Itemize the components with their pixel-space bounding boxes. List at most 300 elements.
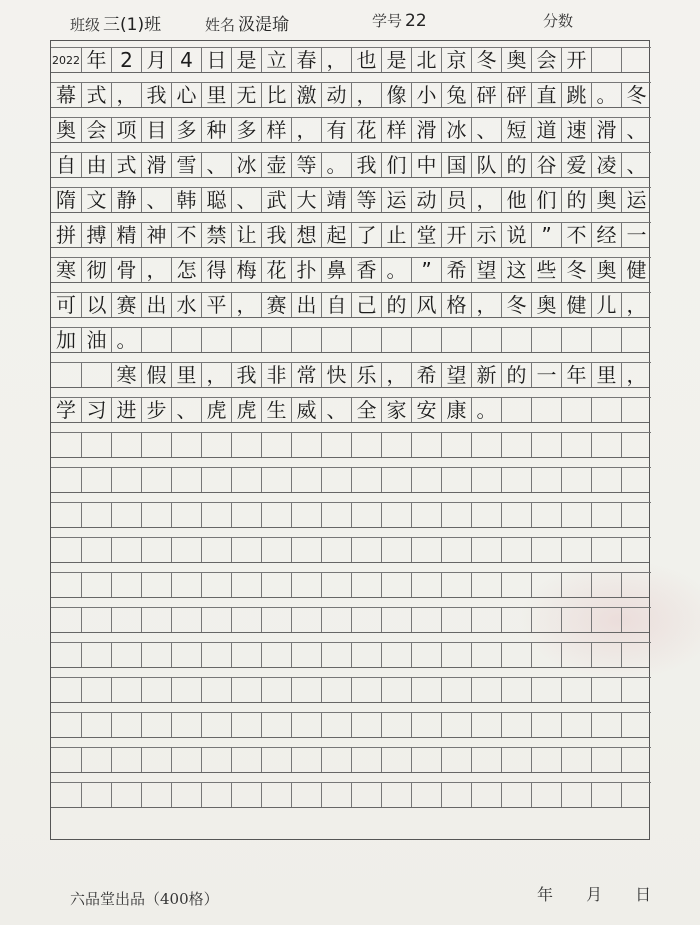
grid-cell — [261, 537, 291, 562]
grid-cell: 静 — [111, 187, 141, 212]
grid-cell — [291, 537, 321, 562]
grid-cell: 起 — [321, 222, 351, 247]
grid-row — [51, 397, 649, 422]
grid-cell: 这 — [501, 257, 531, 282]
grid-cell — [321, 607, 351, 632]
grid-cell: 的 — [381, 292, 411, 317]
grid-cell: 搏 — [81, 222, 111, 247]
grid-cell — [471, 327, 501, 352]
grid-cell — [141, 537, 171, 562]
grid-cell — [201, 432, 231, 457]
grid-cell — [411, 747, 441, 772]
grid-cell — [81, 747, 111, 772]
grid-cell: 我 — [351, 152, 381, 177]
grid-row — [51, 607, 649, 632]
grid-cell — [411, 432, 441, 457]
grid-cell: 望 — [441, 362, 471, 387]
grid-cell: 我 — [231, 362, 261, 387]
grid-cell: 赛 — [261, 292, 291, 317]
grid-cell — [81, 712, 111, 737]
grid-cell — [231, 677, 261, 702]
grid-cell — [411, 712, 441, 737]
grid-cell: 聪 — [201, 187, 231, 212]
row-baseline — [51, 492, 649, 493]
grid-cell — [171, 572, 201, 597]
grid-cell — [381, 607, 411, 632]
grid-cell: 出 — [141, 292, 171, 317]
grid-cell: 精 — [111, 222, 141, 247]
grid-row — [51, 327, 649, 352]
row-baseline — [51, 387, 649, 388]
grid-cell — [351, 607, 381, 632]
grid-cell — [141, 607, 171, 632]
grid-cell — [51, 677, 81, 702]
grid-cell — [51, 782, 81, 807]
grid-cell — [561, 747, 591, 772]
grid-cell — [111, 642, 141, 667]
grid-cell — [351, 467, 381, 492]
row-baseline — [51, 632, 649, 633]
grid-cell — [411, 642, 441, 667]
grid-cell: 4 — [171, 47, 201, 72]
grid-cell — [231, 782, 261, 807]
grid-cell — [141, 712, 171, 737]
grid-cell: 春 — [291, 47, 321, 72]
grid-cell — [111, 537, 141, 562]
grid-cell: 赛 — [111, 292, 141, 317]
grid-cell — [201, 677, 231, 702]
grid-cell — [171, 502, 201, 527]
grid-cell — [591, 397, 621, 422]
grid-cell: 自 — [321, 292, 351, 317]
grid-cell: 水 — [171, 292, 201, 317]
grid-row — [51, 537, 649, 562]
row-baseline — [51, 142, 649, 143]
grid-cell — [51, 537, 81, 562]
grid-cell — [141, 782, 171, 807]
grid-cell: 奥 — [591, 187, 621, 212]
grid-cell — [351, 642, 381, 667]
grid-cell: ， — [201, 362, 231, 387]
grid-cell — [321, 782, 351, 807]
grid-cell: 希 — [441, 257, 471, 282]
grid-cell — [561, 537, 591, 562]
grid-cell — [231, 607, 261, 632]
grid-cell: 2022 — [51, 47, 81, 72]
row-baseline — [51, 667, 649, 668]
grid-cell — [621, 467, 651, 492]
grid-cell: 北 — [411, 47, 441, 72]
grid-cell — [351, 537, 381, 562]
grid-cell: 京 — [441, 47, 471, 72]
grid-cell — [381, 432, 411, 457]
grid-cell: 跳 — [561, 82, 591, 107]
grid-cell — [591, 712, 621, 737]
grid-cell — [591, 782, 621, 807]
grid-cell: 雪 — [171, 152, 201, 177]
grid-cell — [51, 747, 81, 772]
grid-cell: 项 — [111, 117, 141, 142]
grid-cell — [171, 642, 201, 667]
grid-cell: 年 — [81, 47, 111, 72]
grid-cell — [441, 572, 471, 597]
grid-cell: 短 — [501, 117, 531, 142]
grid-cell — [231, 572, 261, 597]
grid-cell — [591, 537, 621, 562]
grid-cell: 油 — [81, 327, 111, 352]
grid-cell — [471, 642, 501, 667]
grid-cell: 非 — [261, 362, 291, 387]
grid-cell: ” — [411, 257, 441, 282]
grid-cell — [321, 572, 351, 597]
grid-cell — [381, 782, 411, 807]
grid-cell — [291, 572, 321, 597]
grid-cell: 激 — [291, 82, 321, 107]
grid-cell — [351, 712, 381, 737]
publisher-note: 六品堂出品（400格） — [70, 890, 219, 908]
grid-cell: 速 — [561, 117, 591, 142]
grid-cell: 些 — [531, 257, 561, 282]
grid-cell: 出 — [291, 292, 321, 317]
grid-cell — [531, 677, 561, 702]
grid-cell — [261, 432, 291, 457]
grid-cell — [591, 572, 621, 597]
row-baseline — [51, 807, 649, 808]
grid-cell — [51, 607, 81, 632]
grid-cell — [321, 327, 351, 352]
grid-cell: 威 — [291, 397, 321, 422]
grid-row — [51, 712, 649, 737]
grid-cell: 开 — [441, 222, 471, 247]
grid-cell — [531, 782, 561, 807]
grid-cell: 样 — [381, 117, 411, 142]
grid-cell — [411, 502, 441, 527]
grid-cell — [171, 747, 201, 772]
grid-cell — [261, 747, 291, 772]
grid-cell: 奥 — [591, 257, 621, 282]
grid-cell: 经 — [591, 222, 621, 247]
grid-cell — [471, 677, 501, 702]
grid-cell — [291, 747, 321, 772]
name-label: 姓名 — [205, 16, 236, 34]
grid-cell: 风 — [411, 292, 441, 317]
grid-cell: 运 — [381, 187, 411, 212]
row-baseline — [51, 737, 649, 738]
grid-cell — [501, 572, 531, 597]
grid-cell — [261, 712, 291, 737]
grid-cell — [501, 327, 531, 352]
grid-cell — [441, 782, 471, 807]
grid-row — [51, 187, 649, 212]
grid-cell — [621, 537, 651, 562]
grid-row — [51, 292, 649, 317]
grid-cell: 全 — [351, 397, 381, 422]
grid-cell — [81, 572, 111, 597]
grid-cell: 家 — [381, 397, 411, 422]
class-field — [70, 10, 161, 35]
grid-cell — [501, 642, 531, 667]
grid-cell — [471, 502, 501, 527]
grid-cell: 2 — [111, 47, 141, 72]
grid-cell: 滑 — [591, 117, 621, 142]
grid-cell — [201, 327, 231, 352]
grid-cell: 中 — [411, 152, 441, 177]
grid-cell: 武 — [261, 187, 291, 212]
grid-cell — [411, 572, 441, 597]
grid-cell: 韩 — [171, 187, 201, 212]
grid-cell — [231, 327, 261, 352]
grid-cell: 想 — [291, 222, 321, 247]
header — [0, 0, 700, 40]
grid-cell: 、 — [231, 187, 261, 212]
grid-cell: 。 — [471, 397, 501, 422]
grid-cell — [411, 782, 441, 807]
grid-cell: 生 — [261, 397, 291, 422]
grid-cell — [321, 642, 351, 667]
grid-cell — [141, 502, 171, 527]
row-baseline — [51, 282, 649, 283]
grid-cell — [171, 782, 201, 807]
grid-cell — [531, 642, 561, 667]
grid-cell — [351, 782, 381, 807]
grid-cell: 样 — [261, 117, 291, 142]
grid-cell — [321, 712, 351, 737]
grid-row — [51, 152, 649, 177]
grid-cell: 习 — [81, 397, 111, 422]
class-value: 三(1)班 — [103, 15, 162, 35]
grid-cell — [381, 502, 411, 527]
grid-cell: 会 — [81, 117, 111, 142]
grid-cell — [381, 747, 411, 772]
grid-row — [51, 222, 649, 247]
grid-cell: 式 — [111, 152, 141, 177]
name-value: 汲湜瑜 — [238, 15, 290, 35]
grid-cell: 年 — [561, 362, 591, 387]
grid-cell: 奥 — [501, 47, 531, 72]
grid-cell: 的 — [501, 362, 531, 387]
grid-cell — [111, 712, 141, 737]
grid-cell: 无 — [231, 82, 261, 107]
grid-cell — [351, 572, 381, 597]
grid-cell: 。 — [111, 327, 141, 352]
grid-cell: 学 — [51, 397, 81, 422]
grid-cell: 一 — [531, 362, 561, 387]
grid-cell: 员 — [441, 187, 471, 212]
grid-cell: 壶 — [261, 152, 291, 177]
grid-cell: 己 — [351, 292, 381, 317]
grid-cell: 的 — [501, 152, 531, 177]
grid-cell: 动 — [411, 187, 441, 212]
grid-cell — [381, 537, 411, 562]
grid-cell — [51, 642, 81, 667]
grid-cell — [591, 432, 621, 457]
grid-cell — [81, 537, 111, 562]
grid-cell — [441, 432, 471, 457]
grid-cell — [231, 537, 261, 562]
grid-cell: 、 — [471, 117, 501, 142]
grid-cell: 也 — [351, 47, 381, 72]
grid-cell: 运 — [621, 187, 651, 212]
grid-cell — [621, 432, 651, 457]
grid-cell — [111, 677, 141, 702]
grid-cell: 彻 — [81, 257, 111, 282]
grid-cell — [81, 642, 111, 667]
grid-cell — [501, 537, 531, 562]
grid-cell — [201, 572, 231, 597]
grid-cell: 虎 — [231, 397, 261, 422]
grid-cell — [621, 712, 651, 737]
grid-cell: 不 — [561, 222, 591, 247]
row-baseline — [51, 212, 649, 213]
row-baseline — [51, 457, 649, 458]
grid-cell — [81, 607, 111, 632]
grid-cell: ， — [291, 117, 321, 142]
grid-cell: 步 — [141, 397, 171, 422]
grid-cell — [171, 327, 201, 352]
grid-cell — [321, 467, 351, 492]
grid-cell — [171, 467, 201, 492]
grid-cell: 扑 — [291, 257, 321, 282]
grid-cell — [141, 432, 171, 457]
grid-cell — [501, 502, 531, 527]
grid-cell — [291, 782, 321, 807]
grid-cell — [261, 642, 291, 667]
grid-cell: 冬 — [501, 292, 531, 317]
grid-cell: 虎 — [201, 397, 231, 422]
row-baseline — [51, 107, 649, 108]
grid-cell — [351, 677, 381, 702]
grid-cell: 们 — [531, 187, 561, 212]
grid-cell — [531, 607, 561, 632]
grid-cell — [231, 432, 261, 457]
grid-cell: 。 — [381, 257, 411, 282]
grid-cell — [381, 642, 411, 667]
grid-cell — [141, 572, 171, 597]
grid-cell — [231, 502, 261, 527]
score-label: 分数 — [543, 12, 574, 30]
grid-cell — [111, 572, 141, 597]
grid-cell: 让 — [231, 222, 261, 247]
grid-cell — [411, 677, 441, 702]
grid-cell: 、 — [201, 152, 231, 177]
grid-cell — [441, 677, 471, 702]
grid-row — [51, 257, 649, 282]
grid-cell: 拼 — [51, 222, 81, 247]
grid-cell: 砰 — [501, 82, 531, 107]
grid-cell — [321, 747, 351, 772]
grid-cell: 、 — [321, 397, 351, 422]
grid-cell: 幕 — [51, 82, 81, 107]
grid-cell — [591, 607, 621, 632]
grid-cell — [561, 712, 591, 737]
grid-cell — [51, 502, 81, 527]
grid-cell — [561, 782, 591, 807]
grid-cell — [111, 467, 141, 492]
grid-cell — [291, 502, 321, 527]
grid-cell — [261, 782, 291, 807]
grid-cell: 。 — [321, 152, 351, 177]
grid-cell: ， — [351, 82, 381, 107]
grid-cell — [471, 572, 501, 597]
grid-cell — [231, 747, 261, 772]
grid-cell — [291, 642, 321, 667]
grid-cell — [111, 782, 141, 807]
class-label: 班级 — [70, 16, 101, 34]
row-baseline — [51, 352, 649, 353]
grid-cell — [621, 47, 651, 72]
grid-cell: ， — [231, 292, 261, 317]
grid-cell — [351, 502, 381, 527]
grid-cell: 开 — [561, 47, 591, 72]
grid-row — [51, 362, 649, 387]
grid-cell: 安 — [411, 397, 441, 422]
grid-cell — [591, 47, 621, 72]
grid-cell: 格 — [441, 292, 471, 317]
grid-cell — [411, 327, 441, 352]
grid-cell: 多 — [171, 117, 201, 142]
grid-cell — [201, 747, 231, 772]
row-baseline — [51, 527, 649, 528]
grid-cell — [621, 502, 651, 527]
grid-cell: 动 — [321, 82, 351, 107]
grid-cell — [51, 712, 81, 737]
grid-cell — [231, 642, 261, 667]
grid-cell — [381, 467, 411, 492]
grid-cell: 比 — [261, 82, 291, 107]
grid-row — [51, 47, 649, 72]
grid-cell: 日 — [201, 47, 231, 72]
row-baseline — [51, 177, 649, 178]
grid-cell — [321, 537, 351, 562]
grid-cell — [381, 712, 411, 737]
grid-cell: 等 — [291, 152, 321, 177]
grid-cell: 砰 — [471, 82, 501, 107]
grid-cell: 的 — [561, 187, 591, 212]
grid-cell — [561, 467, 591, 492]
grid-cell: 花 — [351, 117, 381, 142]
grid-cell: 堂 — [411, 222, 441, 247]
grid-cell: ” — [531, 222, 561, 247]
grid-cell: 可 — [51, 292, 81, 317]
grid-cell: 小 — [411, 82, 441, 107]
grid-cell: 、 — [621, 152, 651, 177]
grid-cell — [411, 537, 441, 562]
grid-cell: 由 — [81, 152, 111, 177]
grid-cell: 乐 — [351, 362, 381, 387]
grid-cell: 加 — [51, 327, 81, 352]
grid-cell — [261, 502, 291, 527]
grid-cell: 文 — [81, 187, 111, 212]
grid-cell — [561, 677, 591, 702]
grid-cell: 神 — [141, 222, 171, 247]
grid-cell — [321, 502, 351, 527]
grid-cell — [501, 782, 531, 807]
grid-cell: 谷 — [531, 152, 561, 177]
grid-cell: 靖 — [321, 187, 351, 212]
grid-cell: 、 — [621, 117, 651, 142]
grid-cell: 、 — [171, 397, 201, 422]
grid-cell — [471, 537, 501, 562]
grid-cell — [201, 642, 231, 667]
number-field — [372, 10, 427, 31]
row-baseline — [51, 317, 649, 318]
grid-cell — [411, 467, 441, 492]
grid-row — [51, 117, 649, 142]
grid-cell — [441, 747, 471, 772]
grid-cell — [81, 362, 111, 387]
grid-cell: 隋 — [51, 187, 81, 212]
grid-cell — [381, 677, 411, 702]
